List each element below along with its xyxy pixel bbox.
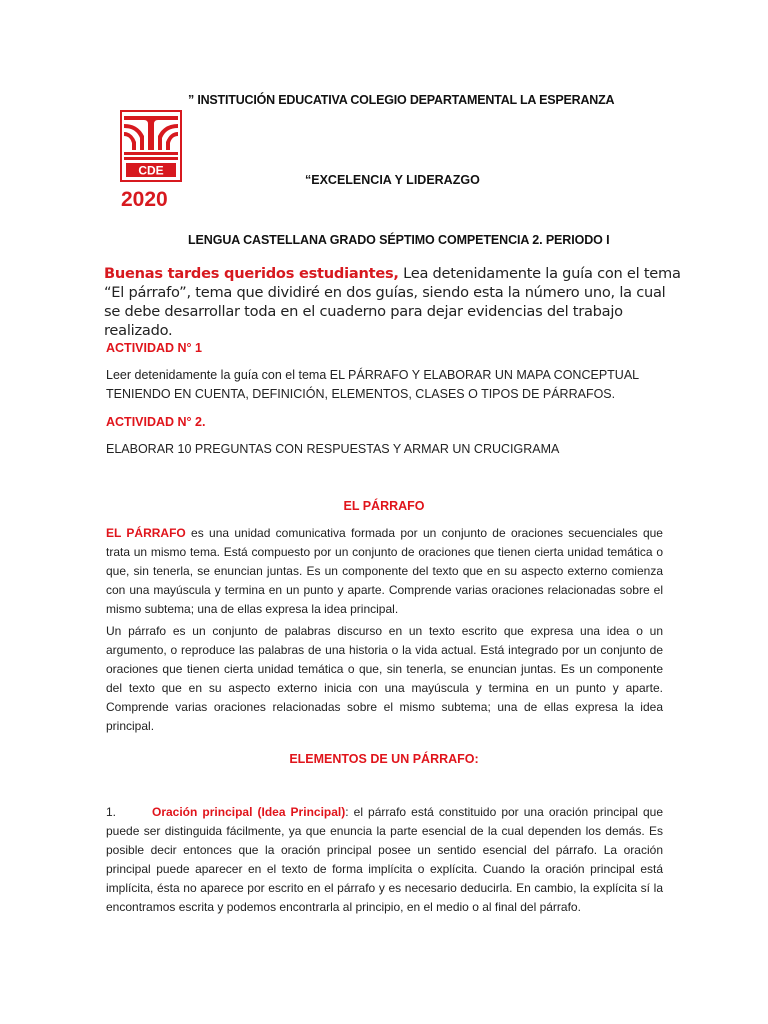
greeting-highlight: Buenas tardes queridos estudiantes, <box>104 265 399 282</box>
section-title-parrafo: EL PÁRRAFO <box>343 499 425 513</box>
greeting-text: Lea detenidamente la guía con el tema “El párrafo”, tema que dividiré en dos guías, siendo esta la número uno, la cual se debe desarrollar toda en el cuaderno para dejar evidencias del trabajo realizado. <box>104 265 681 339</box>
activity-1-title: ACTIVIDAD N° 1 <box>106 341 202 355</box>
logo-text: CDE <box>138 163 164 178</box>
motto: “EXCELENCIA Y LIDERAZGO <box>305 173 480 187</box>
paragraph-definition <box>106 524 663 619</box>
element-item-1-text: : el párrafo está constituido por una oración principal que puede ser distinguida fácilmente, ya que enuncia la parte esencial de la cual dependen los demás. Es posible decir entonces que la oración principal posee un sentido esencial del párrafo. La oración principal puede aparecer en el texto de forma implícita o explícita. Cuando la oración principal está implícita, ésta no aparece por escrito en el párrafo y es necesario deducirla. En cambio, la explícita sí la encontramos escrita y podemos encontrarla al principio, en el medio o al final del párrafo. <box>106 805 664 914</box>
institution-name: ” INSTITUCIÓN EDUCATIVA COLEGIO DEPARTAMENTAL LA ESPERANZA <box>188 93 615 107</box>
paragraph-definition-highlight: EL PÁRRAFO <box>106 526 186 540</box>
paragraph-explanation: Un párrafo es un conjunto de palabras discurso en un texto escrito que expresa una idea o un argumento, o reproduce las palabras de una historia o la vida actual. Está integrado por un conjunto de oraciones que tienen cierta unidad temática o que, sin tenerla, se enuncian juntas. Es un componente del texto que en su aspecto externo inicia con una mayúscula y termina en un punto y aparte. Comprende varias oraciones relacionadas sobre el mismo subtema; una de ellas expresa la idea principal. <box>106 624 663 733</box>
element-item-1 <box>106 803 663 917</box>
activity-1-text: Leer detenidamente la guía con el tema EL PÁRRAFO Y ELABORAR UN MAPA CONCEPTUAL TENIENDO EN CUENTA, DEFINICIÓN, ELEMENTOS, CLASES O TIPOS DE PÁRRAFOS. <box>106 368 639 401</box>
year-label: 2020 <box>121 188 168 211</box>
element-item-1-number: 1. <box>106 805 117 819</box>
activity-2-title: ACTIVIDAD N° 2. <box>106 415 206 429</box>
school-logo <box>120 110 182 182</box>
greeting-paragraph <box>104 264 684 340</box>
element-item-1-highlight: Oración principal (Idea Principal) <box>152 805 346 819</box>
paragraph-definition-text: es una unidad comunicativa formada por un conjunto de oraciones secuenciales que trata un mismo tema. Está compuesto por un conjunto de oraciones que tienen cierta unidad temática o que, sin tenerla, se enuncian juntas. Es un componente del texto que en su aspecto externo comienza con una mayúscula y termina en un punto y aparte. Comprende varias oraciones relacionadas sobre el mismo subtema; una de ellas expresa la idea principal. <box>106 526 663 616</box>
activity-2-text: ELABORAR 10 PREGUNTAS CON RESPUESTAS Y ARMAR UN CRUCIGRAMA <box>106 442 560 456</box>
section-title-elementos: ELEMENTOS DE UN PÁRRAFO: <box>289 752 479 766</box>
subject-heading: LENGUA CASTELLANA GRADO SÉPTIMO COMPETENCIA 2. PERIODO I <box>188 233 610 247</box>
